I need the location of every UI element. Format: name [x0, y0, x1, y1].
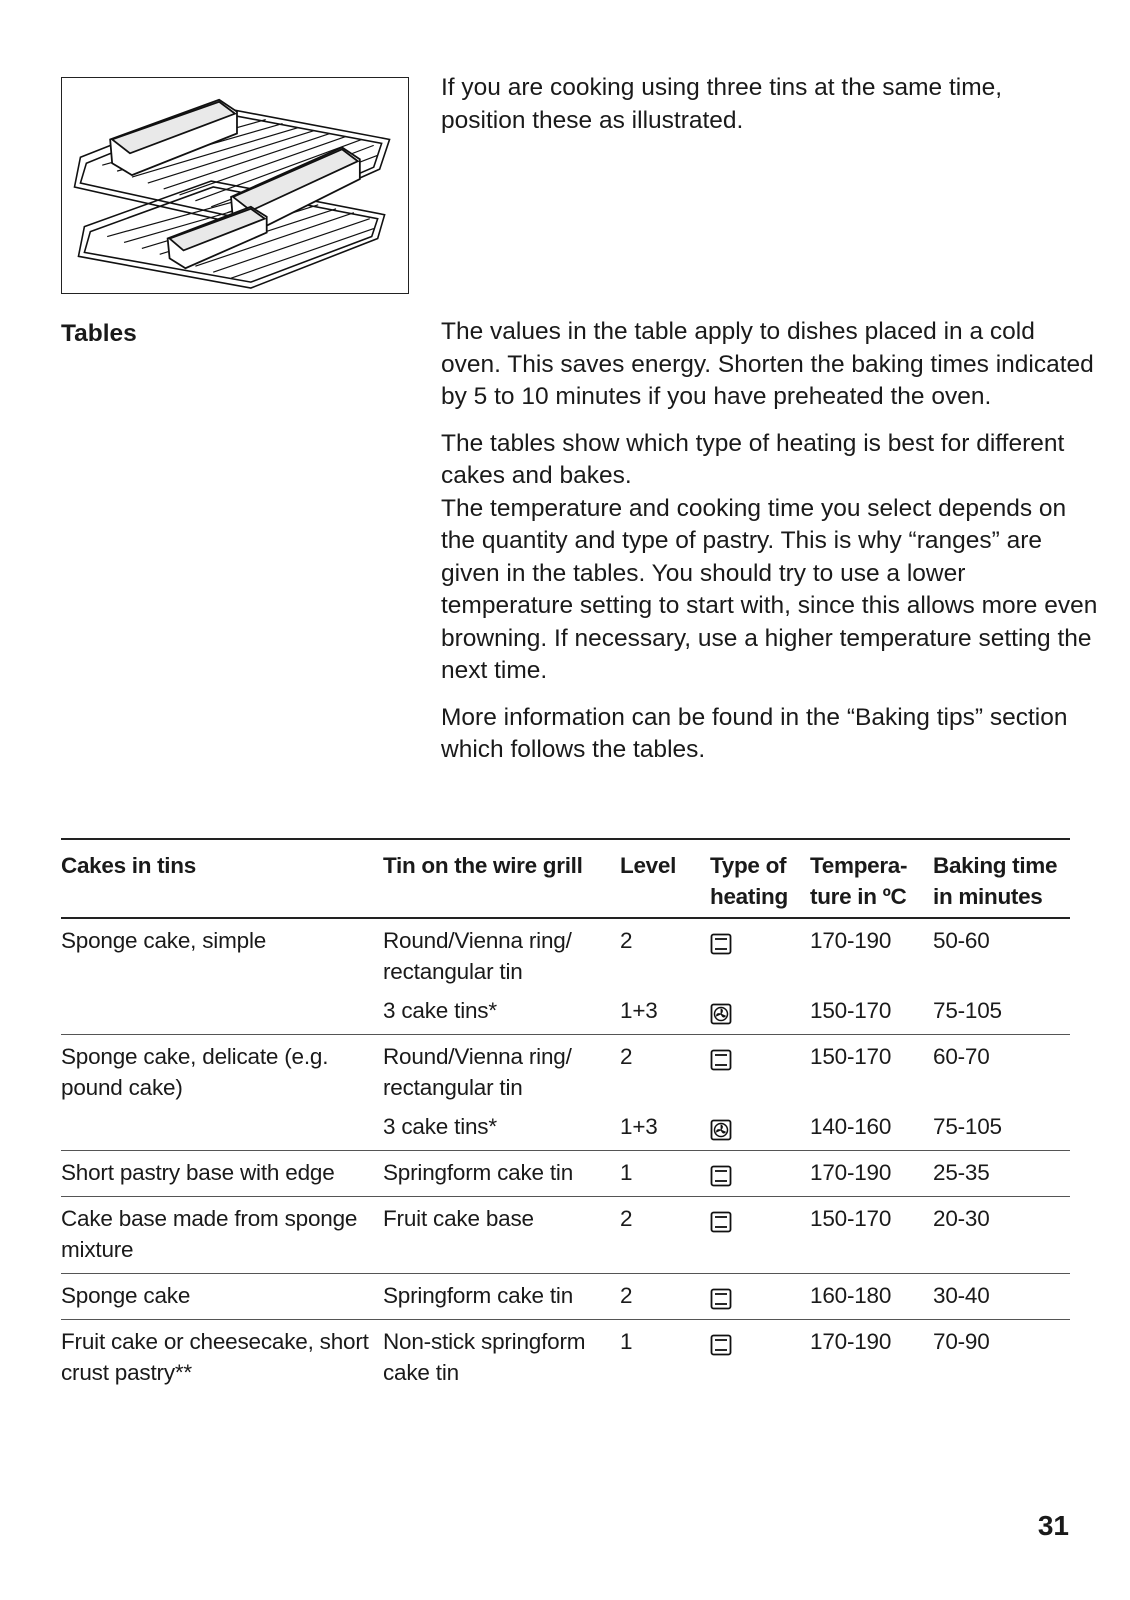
cell-tin: Round/Vienna ring/ rectangular tin [383, 928, 572, 984]
table-header-row [61, 838, 1070, 919]
cell-dish: Fruit cake or cheesecake, short crust pastry** [61, 1329, 369, 1385]
header-level: Level [620, 838, 710, 919]
cell-tin: 3 cake tins* [383, 995, 620, 1035]
header-time [933, 838, 1070, 919]
table-row [61, 1197, 1070, 1274]
cell-temperature: 170-190 [810, 1329, 892, 1354]
page-number: 31 [1037, 1510, 1069, 1541]
oven-shelves-drawing [62, 78, 408, 293]
cell-tin: Springform cake tin [383, 1274, 620, 1320]
header-heating-line1: Type of [710, 853, 787, 878]
table-row [61, 995, 1070, 1035]
section-heading: Tables [61, 320, 137, 347]
top-bottom-heat-icon [710, 1049, 732, 1071]
cell-temperature: 140-160 [810, 1111, 933, 1151]
cell-heating [710, 1274, 810, 1320]
paragraph: The values in the table apply to dishes placed in a cold oven. This saves energy. Shorten the baking times indicated by 5 to 10 minutes if you have preheated the oven. [441, 318, 1094, 410]
cell-time: 75-105 [933, 995, 1070, 1035]
cell-dish: Sponge cake, delicate (e.g. pound cake) [61, 1044, 329, 1100]
cell-time: 20-30 [933, 1197, 1070, 1274]
intro-text: If you are cooking using three tins at the same time, position these as illustrated. [441, 74, 1003, 134]
cell-dish [61, 1111, 383, 1151]
top-bottom-heat-icon [710, 1288, 732, 1310]
header-heating-line2: heating [710, 884, 788, 909]
cell-tin: 3 cake tins* [383, 1111, 620, 1151]
table-row [61, 1151, 1070, 1197]
cell-temperature: 150-170 [810, 1044, 892, 1069]
cell-level: 1+3 [620, 1111, 710, 1151]
cell-tin: Round/Vienna ring/ rectangular tin [383, 1044, 572, 1100]
header-time-line2: in minutes [933, 884, 1043, 909]
cell-time: 25-35 [933, 1151, 1070, 1197]
paragraph: The tables show which type of heating is best for different cakes and bakes. [441, 429, 1065, 489]
cell-level: 2 [620, 1274, 710, 1320]
cell-tin: Fruit cake base [383, 1197, 620, 1274]
cell-dish: Sponge cake [61, 1274, 383, 1320]
baking-table [61, 838, 1070, 1396]
three-tins-illustration [61, 77, 409, 294]
cakes-in-tins-table [61, 838, 1070, 1396]
header-dish: Cakes in tins [61, 838, 383, 919]
table-row [61, 1274, 1070, 1320]
top-bottom-heat-icon [710, 1334, 732, 1356]
top-bottom-heat-icon [710, 1211, 732, 1233]
cell-heating [710, 919, 810, 995]
table-row [61, 1320, 1070, 1396]
cell-time: 50-60 [933, 928, 990, 953]
top-bottom-heat-icon [710, 933, 732, 955]
cell-dish [61, 995, 383, 1035]
hot-air-icon [710, 1003, 732, 1025]
cell-temperature: 170-190 [810, 928, 892, 953]
cell-heating [710, 1151, 810, 1197]
cell-time: 30-40 [933, 1274, 1070, 1320]
header-time-line1: Baking time [933, 853, 1058, 878]
hot-air-icon [710, 1119, 732, 1141]
cell-dish: Cake base made from sponge mixture [61, 1197, 383, 1274]
cell-time: 60-70 [933, 1044, 990, 1069]
header-tin: Tin on the wire grill [383, 838, 620, 919]
paragraph: More information can be found in the “Baking tips” section which follows the tables. [441, 703, 1068, 763]
cell-dish: Sponge cake, simple [61, 928, 267, 953]
header-heating [710, 838, 810, 919]
cell-dish: Short pastry base with edge [61, 1151, 383, 1197]
top-bottom-heat-icon [710, 1165, 732, 1187]
table-row [61, 1111, 1070, 1151]
cell-level: 1 [620, 1151, 710, 1197]
header-temperature [810, 838, 933, 919]
header-temp-line2: ture in ºC [810, 884, 907, 909]
cell-tin: Springform cake tin [383, 1151, 620, 1197]
cell-level: 1+3 [620, 995, 710, 1035]
table-row [61, 1035, 1070, 1111]
cell-temperature: 160-180 [810, 1274, 933, 1320]
cell-heating [710, 1035, 810, 1111]
table-row [61, 919, 1070, 995]
cell-level: 1 [620, 1329, 633, 1354]
paragraph: The temperature and cooking time you select depends on the quantity and type of pastry. This is why “ranges” are given in the tables. You should try to use a lower temperature setting to start with, since this allows more even browning. If necessary, use a higher temperature setting the next time. [441, 494, 1098, 684]
cell-time: 70-90 [933, 1329, 990, 1354]
cell-heating [710, 1111, 810, 1151]
cell-temperature: 150-170 [810, 995, 933, 1035]
cell-tin: Non-stick springform cake tin [383, 1329, 586, 1385]
section-body [441, 316, 1101, 781]
cell-heating [710, 995, 810, 1035]
cell-level: 2 [620, 1044, 633, 1069]
cell-temperature: 150-170 [810, 1197, 933, 1274]
cell-temperature: 170-190 [810, 1151, 933, 1197]
cell-level: 2 [620, 928, 633, 953]
cell-level: 2 [620, 1197, 710, 1274]
cell-heating [710, 1197, 810, 1274]
cell-heating [710, 1320, 810, 1396]
cell-time: 75-105 [933, 1111, 1070, 1151]
header-temp-line1: Tempera- [810, 853, 908, 878]
